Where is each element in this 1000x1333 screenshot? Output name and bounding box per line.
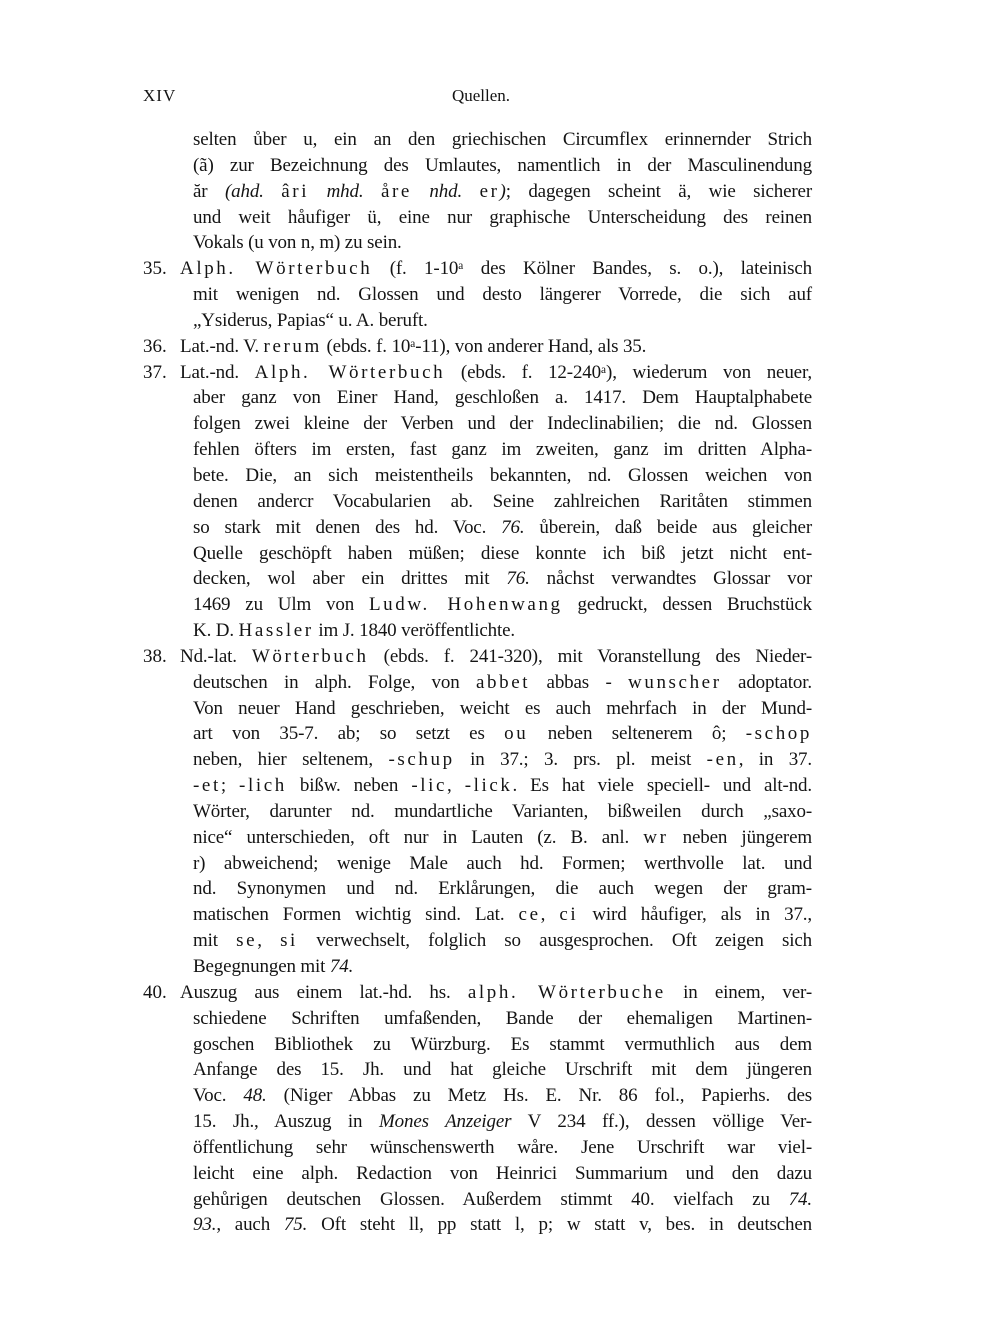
text-line [193, 127, 812, 153]
text-line [193, 618, 812, 644]
text-segment: Auszug aus einem lat.-hd. hs. [180, 981, 468, 1003]
text-line [193, 902, 812, 928]
text-segment: , auch [216, 1214, 284, 1236]
text-segment: art von 35-7. ab; so setzt es [193, 723, 505, 745]
text-segment: (ã) zur Bezeichnung des Umlautes, namentlich in der Masculinendung [193, 154, 812, 176]
italic-segment: 75. [283, 1214, 308, 1236]
spaced-segment: se [236, 930, 258, 952]
text-segment: Oft steht ll, pp statt l, p; w statt v, bes. in deutschen [307, 1214, 812, 1236]
text-segment: bißw. neben [286, 775, 412, 797]
source-entry [143, 644, 812, 980]
spaced-segment: -schop [745, 723, 812, 745]
text-line [193, 1109, 812, 1135]
text-segment [264, 181, 281, 202]
text-segment: , [257, 930, 281, 952]
text-line [193, 515, 812, 541]
text-line [193, 928, 812, 954]
spaced-segment: Alph. Wörterbuch [180, 258, 373, 280]
text-line [180, 334, 812, 360]
text-segment: decken, wol aber ein drittes mit [193, 568, 507, 590]
text-line [193, 179, 812, 205]
source-entry [143, 360, 812, 644]
spaced-segment: -lich [239, 775, 287, 797]
text-segment: Wörter, darunter nd. mundartliche Varianten, bißweilen durch „saxo- [193, 800, 812, 822]
text-line [193, 437, 812, 463]
text-segment: goschen Bibliothek zu Würzburg. Es stammt vermuthlich aus dem [193, 1033, 812, 1055]
text-segment: gehůrigen deutschen Glossen. Außerdem stimmt 40. vielfach zu [193, 1188, 789, 1210]
intro-paragraph [143, 127, 812, 256]
text-segment: Vokals (u von n, m) zu sein. [193, 232, 402, 254]
spaced-segment: -schup [388, 749, 455, 771]
text-line [193, 876, 812, 902]
text-segment: ăr [193, 180, 225, 202]
text-line [193, 696, 812, 722]
spaced-segment: âri [281, 180, 310, 202]
text-segment: . Es hat viele speciell- und alt-nd. [512, 775, 813, 797]
text-segment: im J. 1840 veröffentlichte. [313, 620, 515, 642]
entry-number: 36. [143, 335, 167, 357]
text-line [193, 463, 812, 489]
text-segment: so stark mit denen des hd. Voc. [193, 516, 502, 538]
entry-number: 35. [143, 258, 167, 280]
entry-first-line [143, 644, 812, 670]
italic-segment: 93. [193, 1214, 217, 1236]
italic-segment: nhd. [429, 180, 463, 202]
text-segment: r) abweichend; wenige Male auch hd. Formen; werthvolle lat. und [193, 852, 812, 874]
text-segment: Von neuer Hand geschrieben, weicht es auch mehrfach in der Mund- [193, 697, 812, 719]
text-segment: nåchst verwandtes Glossar vor [529, 568, 813, 590]
text-segment: leicht eine alph. Redaction von Heinrici Summarium und den dazu [193, 1162, 812, 1184]
text-line [193, 1187, 812, 1213]
entry-number: 38. [143, 645, 167, 667]
text-line [193, 721, 812, 747]
text-line [193, 954, 812, 980]
italic-segment: Mones Anzeiger [378, 1111, 512, 1133]
spaced-segment: -et [193, 775, 221, 797]
text-segment: (ebds. f. 241-320), mit Voranstellung des Nieder- [368, 645, 812, 667]
text-segment: schiedene Schriften umfaßenden, Bande der ehemaligen Martinen- [193, 1007, 812, 1029]
text-line [193, 385, 812, 411]
text-line [193, 799, 812, 825]
text-line [193, 1032, 812, 1058]
text-segment: neben seltenerem ô; [528, 723, 746, 745]
spaced-segment: -lick [464, 775, 513, 797]
text-segment: adoptator. [721, 671, 812, 693]
italic-segment: 76. [501, 516, 525, 538]
text-segment: fehlen öfters im ersten, fast ganz im zweiten, ganz im dritten Alpha- [193, 439, 812, 461]
running-title: Quellen. [451, 86, 511, 105]
text-segment: neben, hier seltenem, [193, 749, 389, 771]
spaced-segment: Ludw. Hohenwang [368, 594, 563, 616]
text-segment: denen andercr Vocabularien ab. Seine zahlreichen Raritåten stimmen [193, 490, 812, 512]
text-segment: mit wenigen nd. Glossen und desto längerer Vorrede, die sich auf [193, 284, 812, 306]
text-segment: aber ganz von Einer Hand, geschloßen a. 1417. Dem Hauptalphabete [193, 387, 812, 409]
text-segment: „Ysiderus, Papias“ u. A. beruft. [193, 309, 428, 331]
text-segment: nd. Synonymen und nd. Erklårungen, die auch wegen der gram- [193, 878, 812, 900]
text-line [180, 256, 812, 282]
spaced-segment: Wörterbuch [251, 645, 369, 667]
text-segment: ; dagegen scheint ä, wie sicherer [505, 180, 813, 202]
text-line [193, 747, 812, 773]
text-segment: , [447, 775, 465, 797]
text-line [193, 1135, 812, 1161]
text-line [193, 308, 812, 334]
text-line [193, 230, 812, 256]
spaced-segment: -en [706, 749, 739, 771]
page-body [143, 127, 812, 1238]
text-segment: deutschen in alph. Folge, von [193, 671, 476, 693]
text-line [193, 1006, 812, 1032]
spaced-segment: Hassler [238, 620, 314, 642]
text-segment [412, 181, 429, 202]
text-segment: , [540, 904, 560, 926]
text-segment: Voc. [193, 1085, 244, 1107]
text-segment [363, 181, 380, 202]
text-line [193, 1212, 812, 1238]
spaced-segment: rerum [263, 335, 322, 357]
spaced-segment: wunscher [628, 671, 722, 693]
text-segment: Quelle geschöpft haben müßen; diese konnte ich biß jetzt nicht ent- [193, 542, 812, 564]
entry-first-line [143, 360, 812, 386]
text-segment: (ebds. f. 10ᵃ-11), von anderer Hand, als 35. [321, 335, 647, 357]
spaced-segment: si [280, 930, 298, 952]
text-segment: 1469 zu Ulm von [193, 594, 369, 616]
text-segment: (ebds. f. 12-240ᵃ), wiederum von neuer, [445, 361, 812, 383]
text-segment: (Niger Abbas zu Metz Hs. E. Nr. 86 fol., Papierhs. des [266, 1085, 812, 1107]
entry-first-line [143, 334, 812, 360]
text-segment: verwechselt, folglich so ausgesprochen. Oft zeigen sich [297, 930, 813, 952]
text-segment: neben jüngerem [668, 826, 812, 848]
text-line [193, 1161, 812, 1187]
text-segment: wird håufiger, als in 37., [578, 904, 813, 926]
text-segment: in 37.; 3. prs. pl. meist [454, 749, 707, 771]
entry-number: 40. [143, 981, 167, 1003]
page-number: XIV [143, 86, 177, 105]
text-segment: Nd.-lat. [180, 645, 252, 667]
text-line [193, 773, 812, 799]
text-segment [462, 181, 479, 202]
text-line [193, 541, 812, 567]
text-line [193, 670, 812, 696]
italic-segment: 74. [788, 1188, 812, 1210]
text-segment: matischen Formen wichtig sind. Lat. [193, 904, 519, 926]
text-segment: 15. Jh., Auszug in [193, 1111, 379, 1133]
text-segment: öffentlichung sehr wünschenswerth wåre. Jene Urschrift war viel- [193, 1136, 812, 1158]
text-segment: in einem, ver- [665, 981, 812, 1003]
text-line [193, 205, 812, 231]
entry-first-line [143, 980, 812, 1006]
entry-first-line [143, 256, 812, 282]
spaced-segment: åre [380, 180, 412, 202]
italic-segment: 48. [243, 1085, 267, 1107]
text-segment: selten ůber u, ein an den griechischen Circumflex erinnernder Strich [193, 129, 812, 150]
spaced-segment: er [479, 180, 500, 202]
text-line [193, 489, 812, 515]
text-line [180, 644, 812, 670]
text-line [193, 411, 812, 437]
text-line [180, 360, 812, 386]
text-line [193, 566, 812, 592]
text-segment: Begegnungen mit [193, 956, 330, 977]
text-segment: K. D. [193, 620, 239, 642]
text-line [193, 282, 812, 308]
text-segment: Anfange des 15. Jh. und hat gleiche Urschrift mit dem jüngeren [193, 1059, 812, 1081]
text-segment: ; [220, 775, 240, 797]
text-line [193, 1083, 812, 1109]
text-segment [309, 181, 326, 202]
spaced-segment: ce [518, 904, 541, 926]
text-segment: , in 37. [738, 749, 812, 771]
source-entry [143, 256, 812, 334]
text-line [193, 592, 812, 618]
italic-segment: (ahd. [224, 180, 264, 202]
spaced-segment: Alph. Wörterbuch [254, 361, 446, 383]
text-line [193, 153, 812, 179]
entry-number: 37. [143, 361, 167, 383]
spaced-segment: ou [504, 723, 529, 745]
text-segment: V 234 ff.), dessen völlige Ver- [511, 1111, 812, 1133]
text-segment: abbas - [530, 671, 629, 693]
text-segment: gedruckt, dessen Bruchstück [562, 594, 813, 616]
source-entry [143, 980, 812, 1238]
text-line [180, 980, 812, 1006]
italic-segment: 76. [506, 568, 530, 590]
italic-segment: 74. [329, 956, 354, 977]
text-segment: ůberein, daß beide aus gleicher [524, 516, 813, 538]
spaced-segment: ci [559, 904, 579, 926]
spaced-segment: abbet [475, 671, 531, 693]
text-segment: bete. Die, an sich meistentheils bekannten, nd. Glossen weichen von [193, 464, 812, 486]
text-segment: folgen zwei kleine der Verben und der Indeclinabilien; die nd. Glossen [193, 413, 812, 435]
text-segment: Lat.-nd. V. [180, 335, 264, 357]
text-segment: mit [193, 930, 237, 952]
text-line [193, 851, 812, 877]
text-segment: und weit håufiger ü, eine nur graphische Unterscheidung des reinen [193, 206, 812, 228]
text-line [193, 1057, 812, 1083]
text-segment: (f. 1-10ᵃ des Kölner Bandes, s. o.), lateinisch [372, 258, 812, 280]
spaced-segment: -lic [411, 775, 448, 797]
text-line [193, 825, 812, 851]
italic-segment: ) [499, 180, 506, 202]
text-segment: Lat.-nd. [180, 361, 255, 383]
source-entry [143, 334, 812, 360]
italic-segment: mhd. [326, 180, 364, 202]
spaced-segment: wr [643, 826, 669, 848]
text-segment: nice“ unterschieden, oft nur in Lauten (z. B. anl. [193, 826, 644, 848]
spaced-segment: alph. Wörterbuche [467, 981, 666, 1003]
